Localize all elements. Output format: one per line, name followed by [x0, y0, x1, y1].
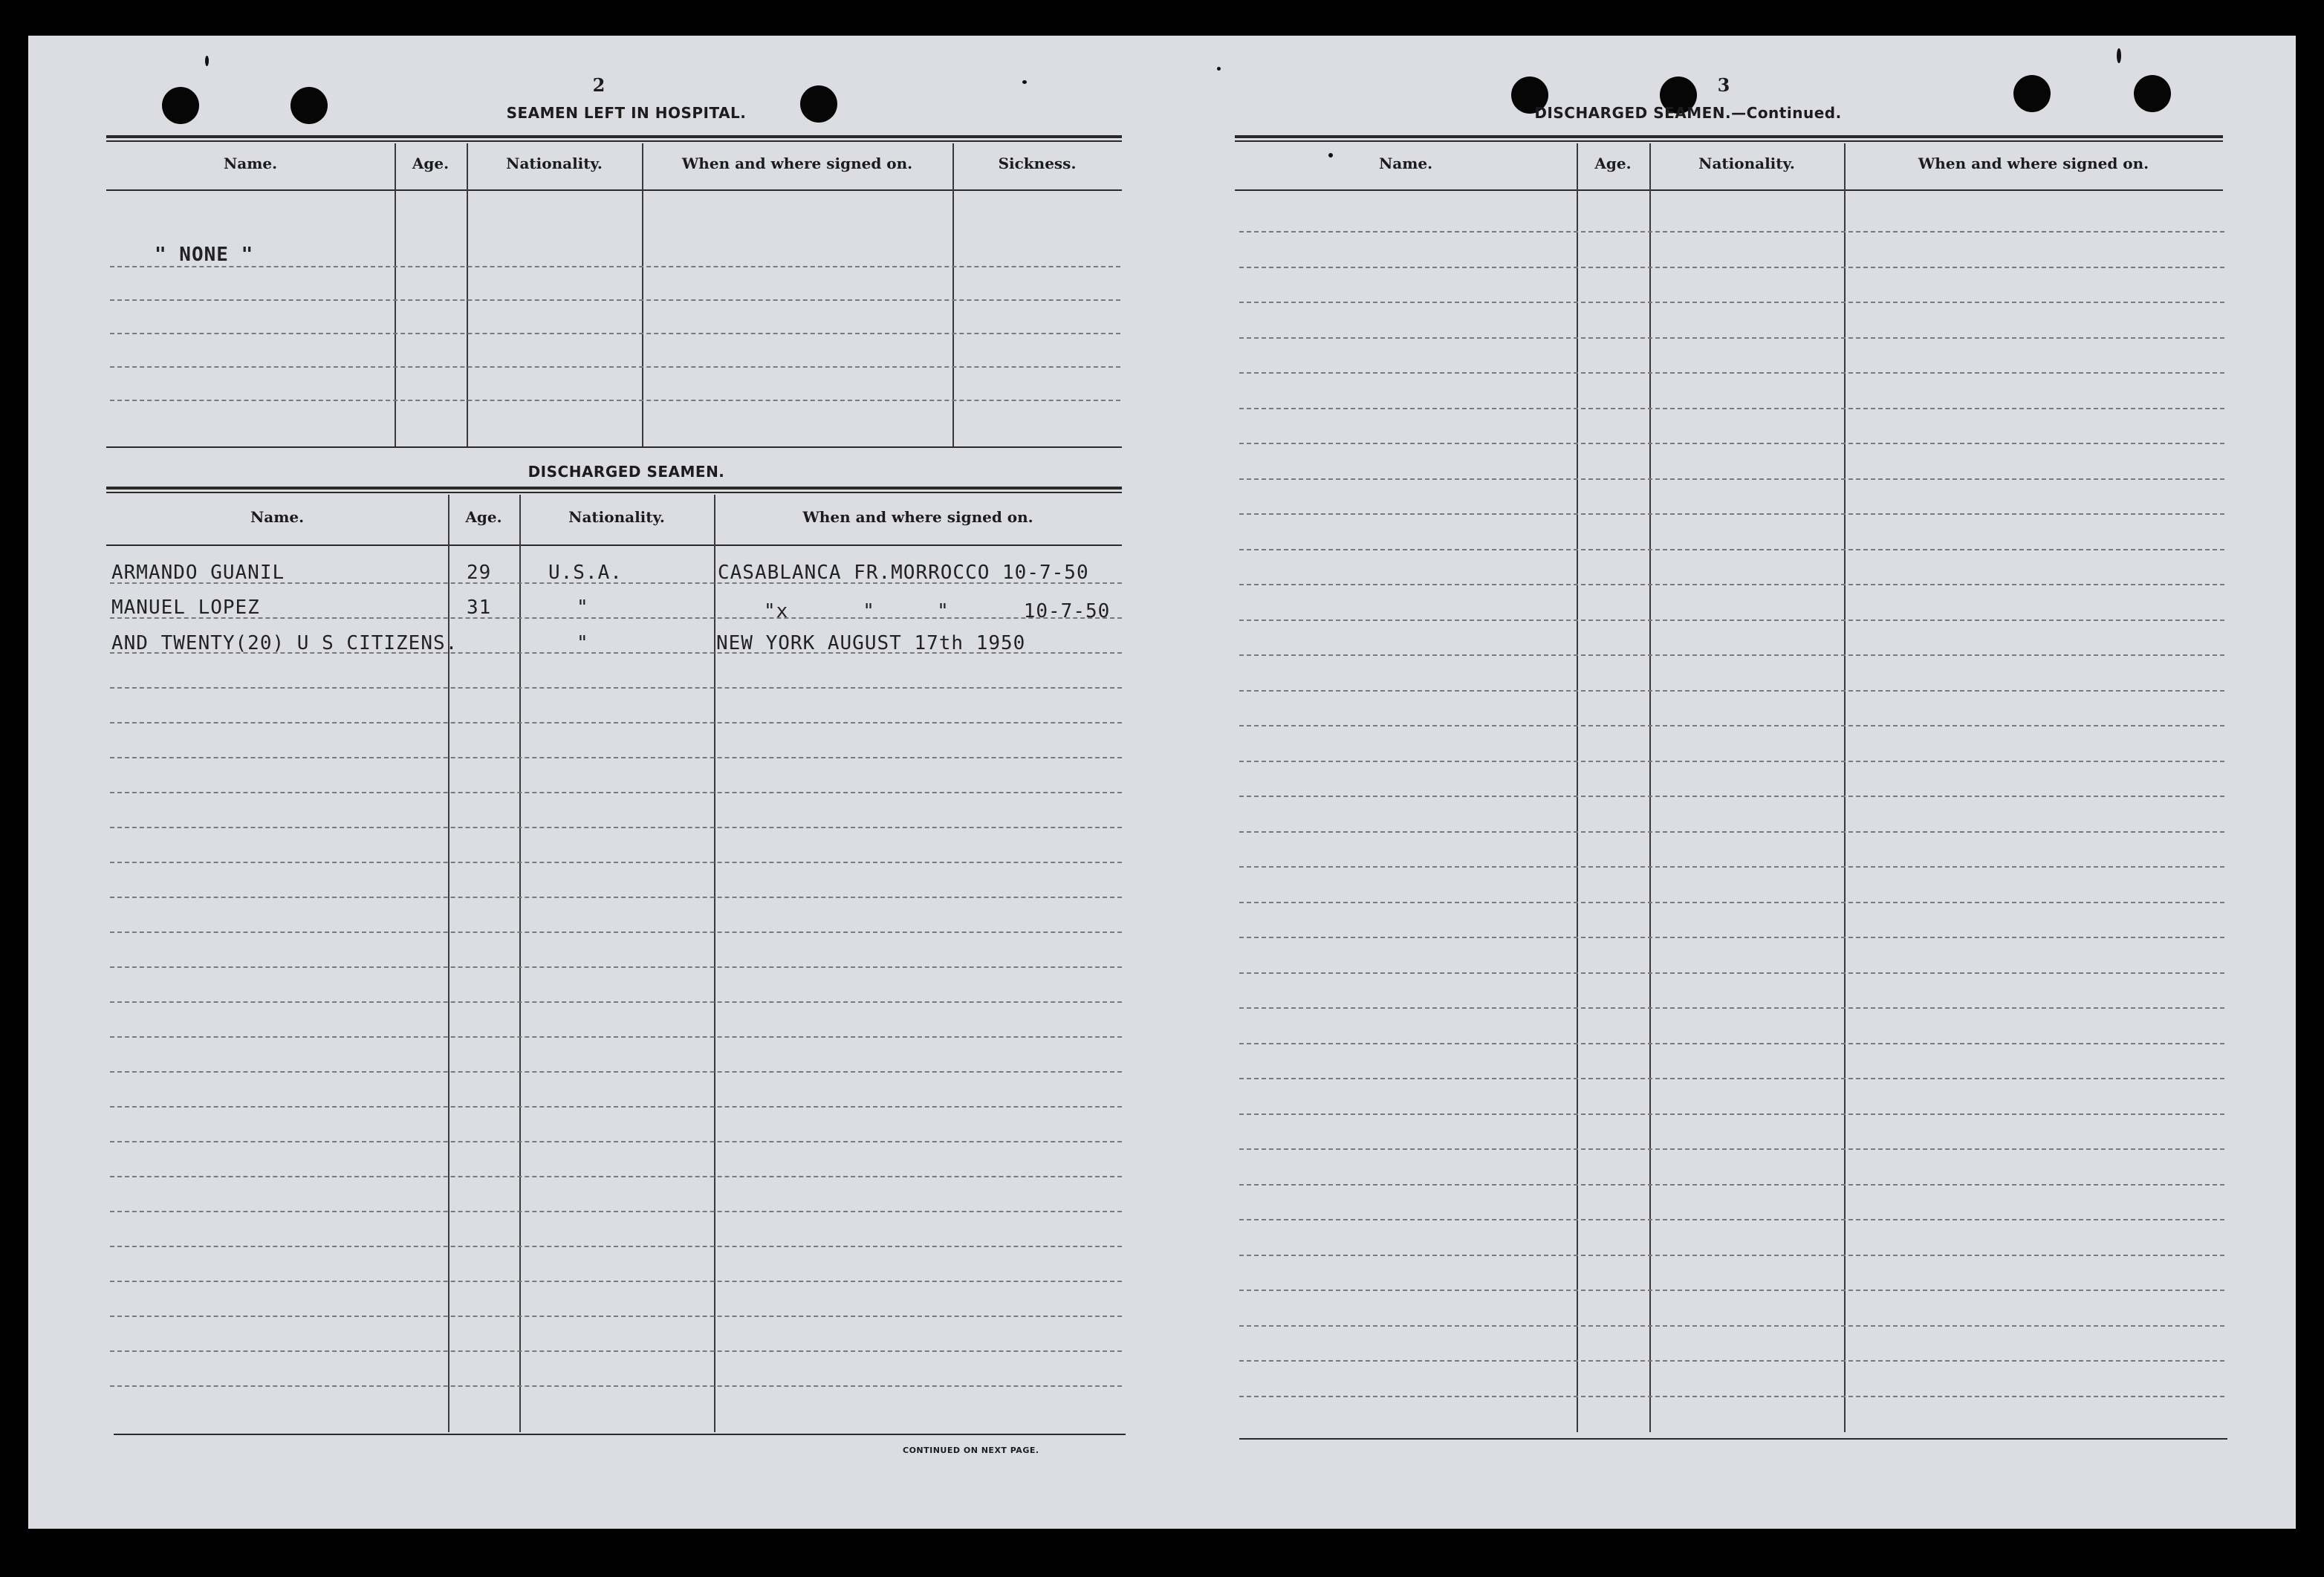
- ruled-line: [1239, 478, 2224, 480]
- ruled-line: [110, 1071, 1122, 1073]
- ruled-line: [1239, 761, 2224, 762]
- ruled-line: [110, 827, 1122, 828]
- page-number: 2: [592, 74, 606, 96]
- hospital-header-name: Name.: [223, 155, 278, 172]
- ruled-line: [1239, 1007, 2224, 1009]
- ruled-line: [1239, 654, 2224, 656]
- row-1-name: ARMANDO GUANIL: [111, 562, 285, 584]
- discharged-header-nationality: Nationality.: [568, 508, 665, 526]
- row-3-nationality: ": [577, 632, 589, 654]
- speck: [1217, 67, 1221, 71]
- hospital-header-signed-on: When and where signed on.: [681, 155, 913, 172]
- right-page: [1146, 36, 2296, 1529]
- continued-section-title: DISCHARGED SEAMEN.—Continued.: [1534, 104, 1842, 122]
- ruled-line: [110, 1176, 1122, 1177]
- ruled-line: [1239, 584, 2224, 585]
- hospital-header-nationality: Nationality.: [506, 155, 603, 172]
- row-3-signed-on: NEW YORK AUGUST 17th 1950: [716, 632, 1026, 654]
- hospital-entry: " NONE ": [155, 244, 254, 266]
- hospital-section-title: SEAMEN LEFT IN HOSPITAL.: [506, 104, 747, 122]
- continued-header-nationality: Nationality.: [1698, 155, 1795, 172]
- row-3-name: AND TWENTY(20) U S CITIZENS.: [111, 632, 458, 654]
- ruled-line: [1239, 337, 2224, 339]
- ruled-line: [1239, 372, 2224, 374]
- column-divider: [952, 143, 954, 448]
- punch-hole: [290, 87, 328, 124]
- row-2-age: 31: [467, 596, 492, 619]
- ruled-line: [110, 266, 1120, 267]
- discharged-section-title: DISCHARGED SEAMEN.: [528, 463, 725, 481]
- ruled-line: [1239, 267, 2224, 268]
- ruled-line: [110, 1281, 1122, 1282]
- rule: [106, 544, 1122, 546]
- ruled-line: [1239, 972, 2224, 974]
- column-divider: [467, 143, 468, 448]
- ruled-line: [110, 1211, 1122, 1212]
- ruled-line: [1239, 831, 2224, 833]
- ruled-line: [1239, 408, 2224, 409]
- rule: [106, 487, 1122, 490]
- row-1-age: 29: [467, 562, 492, 584]
- rule: [1239, 1438, 2227, 1440]
- ruled-line: [110, 1350, 1122, 1352]
- ruled-line: [110, 1316, 1122, 1317]
- ruled-line: [1239, 1184, 2224, 1186]
- ruled-line: [110, 687, 1122, 689]
- ruled-line: [1239, 1148, 2224, 1150]
- rule: [114, 1434, 1126, 1435]
- discharged-header-name: Name.: [250, 508, 305, 526]
- ruled-line: [1239, 1360, 2224, 1362]
- ruled-line: [1239, 902, 2224, 903]
- ruled-line: [1239, 231, 2224, 233]
- ruled-line: [1239, 690, 2224, 692]
- ruled-line: [110, 400, 1120, 401]
- ruled-line: [110, 862, 1122, 863]
- ruled-line: [110, 792, 1122, 793]
- ruled-line: [110, 966, 1122, 968]
- ruled-line: [1239, 443, 2224, 444]
- column-divider: [714, 495, 715, 1432]
- row-1-signed-on: CASABLANCA FR.MORROCCO 10-7-50: [718, 562, 1089, 584]
- ruled-line: [110, 1106, 1122, 1108]
- continued-footer: CONTINUED ON NEXT PAGE.: [903, 1446, 1039, 1455]
- speck: [205, 56, 209, 66]
- rule: [106, 446, 1122, 448]
- ruled-line: [110, 1001, 1122, 1003]
- discharged-header-age: Age.: [465, 508, 502, 526]
- ruled-line: [110, 897, 1122, 898]
- speck: [1022, 80, 1027, 84]
- row-2-signed-on: "x " " 10-7-50: [764, 600, 1111, 622]
- punch-hole: [2134, 75, 2171, 112]
- hospital-header-sickness: Sickness.: [998, 155, 1077, 172]
- speck: [2117, 48, 2121, 63]
- rule: [106, 492, 1122, 493]
- ruled-line: [1239, 725, 2224, 726]
- left-page: [28, 36, 1146, 1529]
- continued-header-signed-on: When and where signed on.: [1918, 155, 2149, 172]
- ruled-line: [110, 1036, 1122, 1038]
- ruled-line: [110, 366, 1120, 368]
- column-divider: [519, 495, 521, 1432]
- ruled-line: [1239, 1113, 2224, 1115]
- row-1-nationality: U.S.A.: [548, 562, 623, 584]
- hospital-header-age: Age.: [412, 155, 449, 172]
- ruled-line: [110, 299, 1120, 301]
- ruled-line: [1239, 1396, 2224, 1397]
- rule: [1235, 189, 2223, 191]
- rule: [1235, 135, 2223, 138]
- ruled-line: [110, 1385, 1122, 1387]
- column-divider: [395, 143, 396, 448]
- punch-hole: [162, 87, 199, 124]
- ruled-line: [1239, 937, 2224, 938]
- ruled-line: [110, 931, 1122, 933]
- ruled-line: [110, 1141, 1122, 1142]
- punch-hole: [2013, 75, 2051, 112]
- ruled-line: [1239, 302, 2224, 303]
- ruled-line: [1239, 1219, 2224, 1220]
- ruled-line: [1239, 796, 2224, 797]
- ruled-line: [110, 722, 1122, 724]
- ruled-line: [1239, 1078, 2224, 1079]
- ruled-line: [110, 757, 1122, 758]
- continued-header-age: Age.: [1594, 155, 1632, 172]
- ruled-line: [1239, 620, 2224, 621]
- ruled-line: [1239, 1290, 2224, 1291]
- rule: [1235, 140, 2223, 142]
- continued-header-name: Name.: [1378, 155, 1433, 172]
- ruled-line: [110, 333, 1120, 334]
- ruled-line: [1239, 866, 2224, 868]
- rule: [106, 140, 1122, 142]
- ruled-line: [1239, 1255, 2224, 1256]
- rule: [106, 189, 1122, 191]
- rule: [106, 135, 1122, 138]
- ruled-line: [110, 1246, 1122, 1247]
- row-2-name: MANUEL LOPEZ: [111, 596, 260, 619]
- discharged-header-signed-on: When and where signed on.: [802, 508, 1033, 526]
- ruled-line: [1239, 549, 2224, 550]
- ruled-line: [1239, 513, 2224, 515]
- ruled-line: [1239, 1043, 2224, 1044]
- ruled-line: [1239, 1325, 2224, 1327]
- row-2-nationality: ": [577, 596, 589, 619]
- page-number: 3: [1717, 74, 1730, 96]
- column-divider: [642, 143, 643, 448]
